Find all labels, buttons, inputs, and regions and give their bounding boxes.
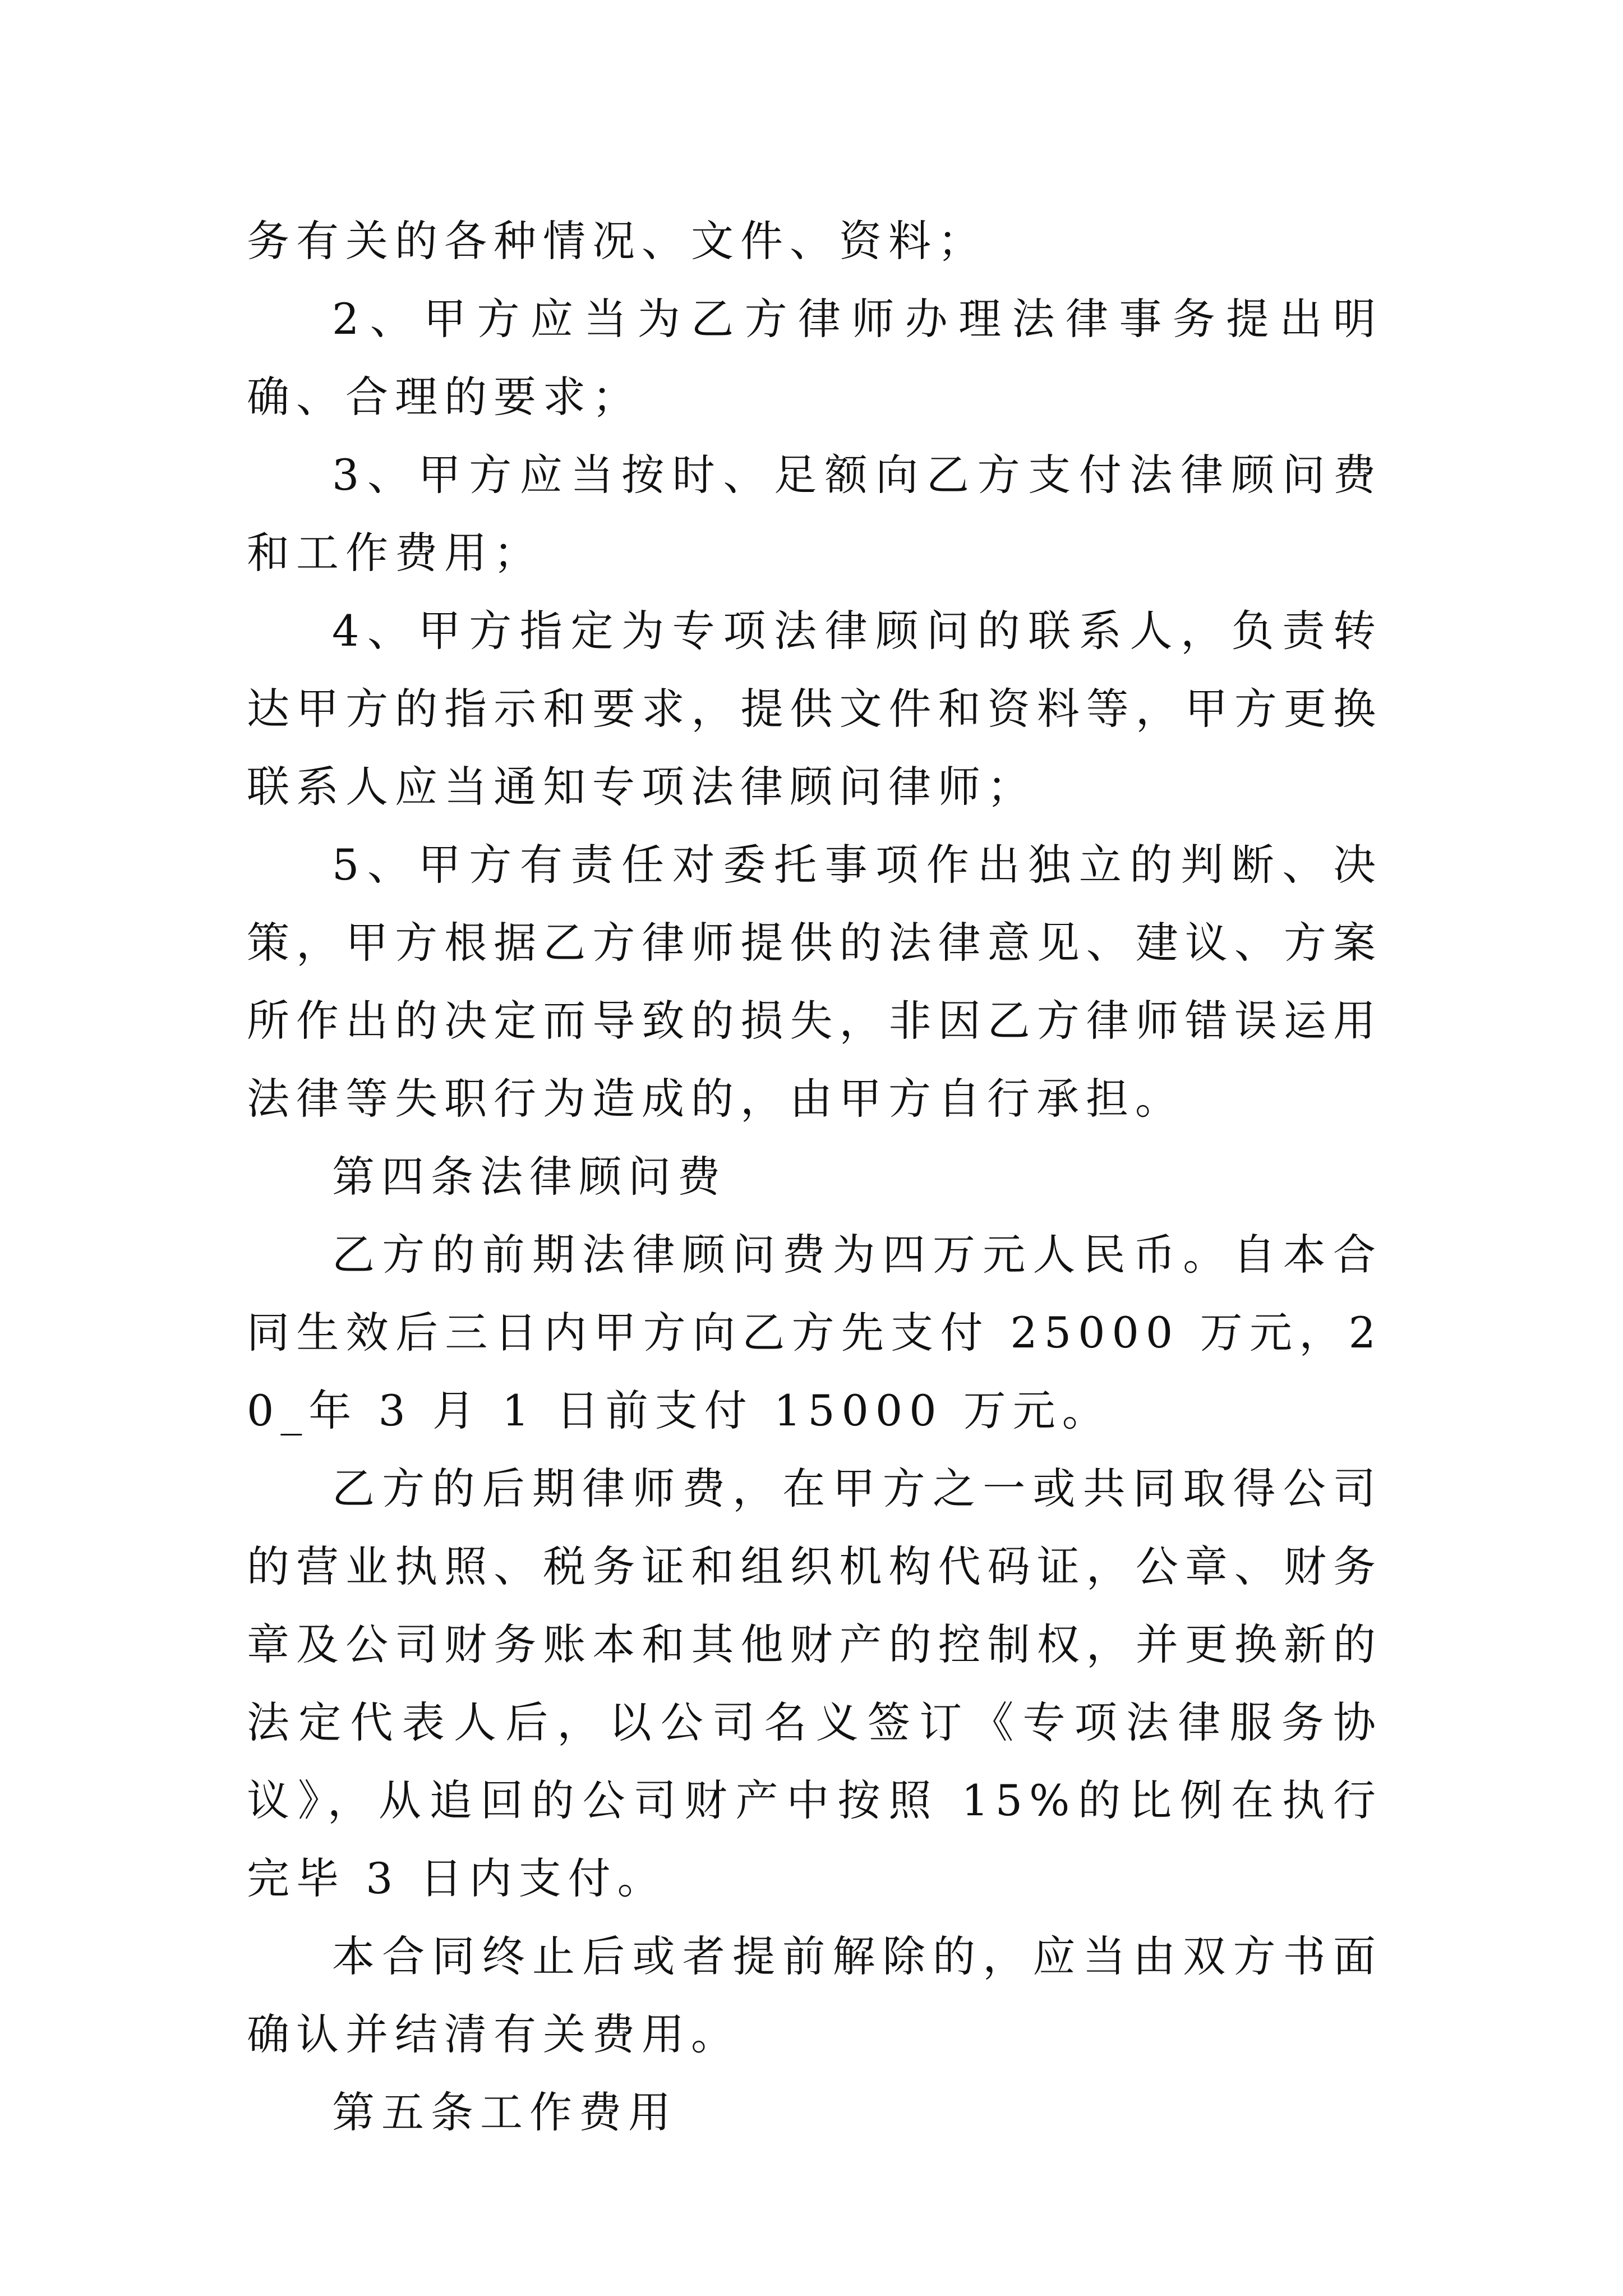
paragraph-clause-4: 4、甲方指定为专项法律顾问的联系人，负责转达甲方的指示和要求，提供文件和资料等，甲方更换联系人应当通知专项法律顾问律师； xyxy=(247,606,1382,812)
paragraph-clause-3: 3、甲方应当按时、足额向乙方支付法律顾问费和工作费用； xyxy=(247,450,1382,578)
paragraph-continuation: 务有关的各种情况、文件、资料； xyxy=(247,216,987,266)
document-body xyxy=(247,202,1382,2151)
paragraph-termination: 本合同终止后或者提前解除的，应当由双方书面确认并结清有关费用。 xyxy=(247,1931,1382,2059)
paragraph-early-fee: 乙方的前期法律顾问费为四万元人民币。自本合同生效后三日内甲方向乙方先支付 25000 万元，20_年 3 月 1 日前支付 15000 万元。 xyxy=(247,1230,1382,1435)
section-heading-article-5: 第五条工作费用 xyxy=(332,2087,677,2137)
paragraph-clause-5: 5、甲方有责任对委托事项作出独立的判断、决策，甲方根据乙方律师提供的法律意见、建议、方案所作出的决定而导致的损失，非因乙方律师错误运用法律等失职行为造成的，由甲方自行承担。 xyxy=(247,840,1382,1124)
section-heading-article-4: 第四条法律顾问费 xyxy=(332,1152,727,1202)
paragraph-later-fee: 乙方的后期律师费，在甲方之一或共同取得公司的营业执照、税务证和组织机构代码证，公章、财务章及公司财务账本和其他财产的控制权，并更换新的法定代表人后，以公司名义签订《专项法律服务协议》，从追回的公司财产中按照 15%的比例在执行完毕 3 日内支付。 xyxy=(247,1464,1382,1903)
paragraph-clause-2: 2、甲方应当为乙方律师办理法律事务提出明确、合理的要求； xyxy=(247,294,1382,422)
